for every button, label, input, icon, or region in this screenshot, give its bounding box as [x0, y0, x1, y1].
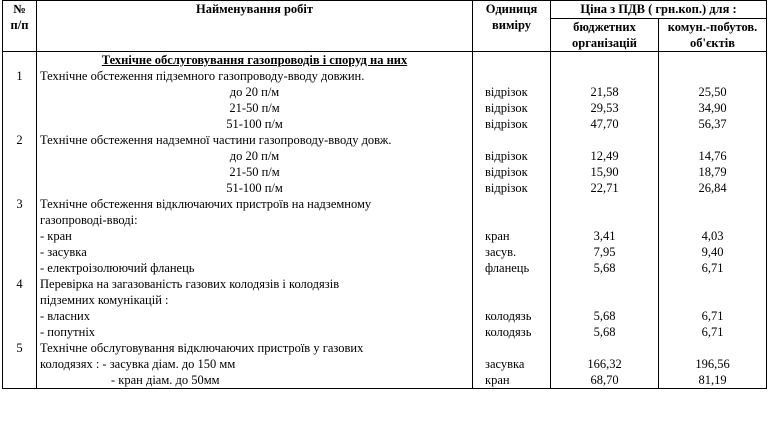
row-price-commercial: 6,71 — [659, 308, 767, 324]
section-row — [3, 52, 767, 69]
row-work-name: - кран діам. до 50мм — [37, 372, 473, 389]
header-price: Ціна з ПДВ ( грн.коп.) для : — [551, 1, 767, 19]
row-price-commercial — [659, 276, 767, 292]
row-number: 4 — [3, 276, 37, 292]
row-price-budget: 29,53 — [551, 100, 659, 116]
row-price-budget — [551, 292, 659, 308]
row-work-name: Технічне обстеження надземної частини газопроводу-вводу довж. — [37, 132, 473, 148]
row-unit — [473, 340, 551, 356]
table-row — [3, 308, 767, 324]
table-row — [3, 212, 767, 228]
row-unit: фланець — [473, 260, 551, 276]
row-price-budget: 68,70 — [551, 372, 659, 389]
row-number: 5 — [3, 340, 37, 356]
table-row — [3, 372, 767, 389]
row-price-commercial: 6,71 — [659, 324, 767, 340]
table-row — [3, 356, 767, 372]
section-title: Технічне обслуговування газопроводів і споруд на них — [37, 52, 473, 69]
row-unit: відрізок — [473, 116, 551, 132]
row-unit: засувка — [473, 356, 551, 372]
row-work-name: - кран — [37, 228, 473, 244]
row-work-name: Технічне обстеження відключаючих пристроїв на надземному — [37, 196, 473, 212]
row-price-commercial: 18,79 — [659, 164, 767, 180]
row-price-budget — [551, 212, 659, 228]
row-work-name: 21-50 п/м — [37, 100, 473, 116]
row-price-budget — [551, 340, 659, 356]
row-price-budget: 47,70 — [551, 116, 659, 132]
table-row — [3, 228, 767, 244]
row-price-commercial: 14,76 — [659, 148, 767, 164]
row-price-budget: 15,90 — [551, 164, 659, 180]
row-number — [3, 244, 37, 260]
row-price-budget — [551, 196, 659, 212]
header-commercial: комун.-побутов. об'єктів — [659, 19, 767, 52]
row-unit: відрізок — [473, 180, 551, 196]
row-unit — [473, 292, 551, 308]
row-price-commercial: 196,56 — [659, 356, 767, 372]
row-work-name: колодязях : - засувка діам. до 150 мм — [37, 356, 473, 372]
row-work-name: - засувка — [37, 244, 473, 260]
row-work-name: - власних — [37, 308, 473, 324]
row-unit: відрізок — [473, 164, 551, 180]
table-row — [3, 116, 767, 132]
row-price-commercial: 9,40 — [659, 244, 767, 260]
table-row — [3, 164, 767, 180]
table-row — [3, 132, 767, 148]
table-row — [3, 180, 767, 196]
table-row — [3, 196, 767, 212]
table-header — [3, 1, 767, 52]
row-work-name: - попутніх — [37, 324, 473, 340]
row-unit — [473, 68, 551, 84]
row-work-name: до 20 п/м — [37, 148, 473, 164]
header-unit: Одиниця виміру — [473, 1, 551, 52]
row-price-budget — [551, 276, 659, 292]
row-price-commercial — [659, 68, 767, 84]
row-price-commercial: 81,19 — [659, 372, 767, 389]
row-work-name: підземних комунікацій : — [37, 292, 473, 308]
row-unit: відрізок — [473, 100, 551, 116]
row-unit: колодязь — [473, 308, 551, 324]
table-row — [3, 324, 767, 340]
row-work-name: до 20 п/м — [37, 84, 473, 100]
row-number — [3, 212, 37, 228]
row-price-budget — [551, 68, 659, 84]
row-unit: кран — [473, 228, 551, 244]
row-number — [3, 100, 37, 116]
table-row — [3, 340, 767, 356]
row-price-budget: 7,95 — [551, 244, 659, 260]
row-work-name: Технічне обслуговування відключаючих пристроїв у газових — [37, 340, 473, 356]
row-price-budget: 5,68 — [551, 260, 659, 276]
row-price-commercial — [659, 196, 767, 212]
row-price-commercial: 4,03 — [659, 228, 767, 244]
row-price-commercial: 56,37 — [659, 116, 767, 132]
row-price-commercial: 34,90 — [659, 100, 767, 116]
table-body — [3, 52, 767, 389]
row-number — [3, 260, 37, 276]
row-price-commercial — [659, 292, 767, 308]
row-unit: кран — [473, 372, 551, 389]
row-number: 2 — [3, 132, 37, 148]
row-unit — [473, 276, 551, 292]
row-work-name: Перевірка на загазованість газових колодязів і колодязів — [37, 276, 473, 292]
row-price-commercial: 25,50 — [659, 84, 767, 100]
row-price-budget: 12,49 — [551, 148, 659, 164]
row-price-budget: 21,58 — [551, 84, 659, 100]
row-price-commercial: 26,84 — [659, 180, 767, 196]
row-work-name: 51-100 п/м — [37, 116, 473, 132]
row-work-name: - електроізолюючий фланець — [37, 260, 473, 276]
row-price-budget — [551, 132, 659, 148]
table-row — [3, 84, 767, 100]
row-price-budget: 5,68 — [551, 324, 659, 340]
row-work-name: Технічне обстеження підземного газопроводу-вводу довжин. — [37, 68, 473, 84]
row-unit: засув. — [473, 244, 551, 260]
row-unit: колодязь — [473, 324, 551, 340]
row-number — [3, 180, 37, 196]
row-number — [3, 372, 37, 389]
row-number: 3 — [3, 196, 37, 212]
row-unit — [473, 196, 551, 212]
table-row — [3, 244, 767, 260]
row-price-budget: 3,41 — [551, 228, 659, 244]
row-number — [3, 148, 37, 164]
row-unit: відрізок — [473, 148, 551, 164]
row-price-commercial: 6,71 — [659, 260, 767, 276]
row-number — [3, 228, 37, 244]
table-row — [3, 292, 767, 308]
row-price-budget: 22,71 — [551, 180, 659, 196]
row-price-commercial — [659, 340, 767, 356]
row-price-commercial — [659, 212, 767, 228]
row-number — [3, 292, 37, 308]
table-row — [3, 68, 767, 84]
row-number — [3, 116, 37, 132]
row-price-commercial — [659, 132, 767, 148]
price-table — [2, 0, 767, 389]
table-row — [3, 148, 767, 164]
header-number: № п/п — [3, 1, 37, 52]
row-price-budget: 5,68 — [551, 308, 659, 324]
table-row — [3, 100, 767, 116]
table-row — [3, 276, 767, 292]
row-number: 1 — [3, 68, 37, 84]
row-unit — [473, 132, 551, 148]
table-row — [3, 260, 767, 276]
header-work-name: Найменування робіт — [37, 1, 473, 52]
row-work-name: 51-100 п/м — [37, 180, 473, 196]
header-budget: бюджетних організацій — [551, 19, 659, 52]
row-work-name: 21-50 п/м — [37, 164, 473, 180]
row-number — [3, 356, 37, 372]
row-number — [3, 84, 37, 100]
row-price-budget: 166,32 — [551, 356, 659, 372]
row-number — [3, 324, 37, 340]
row-unit: відрізок — [473, 84, 551, 100]
row-work-name: газопроводі-вводі: — [37, 212, 473, 228]
row-unit — [473, 212, 551, 228]
row-number — [3, 308, 37, 324]
row-number — [3, 164, 37, 180]
